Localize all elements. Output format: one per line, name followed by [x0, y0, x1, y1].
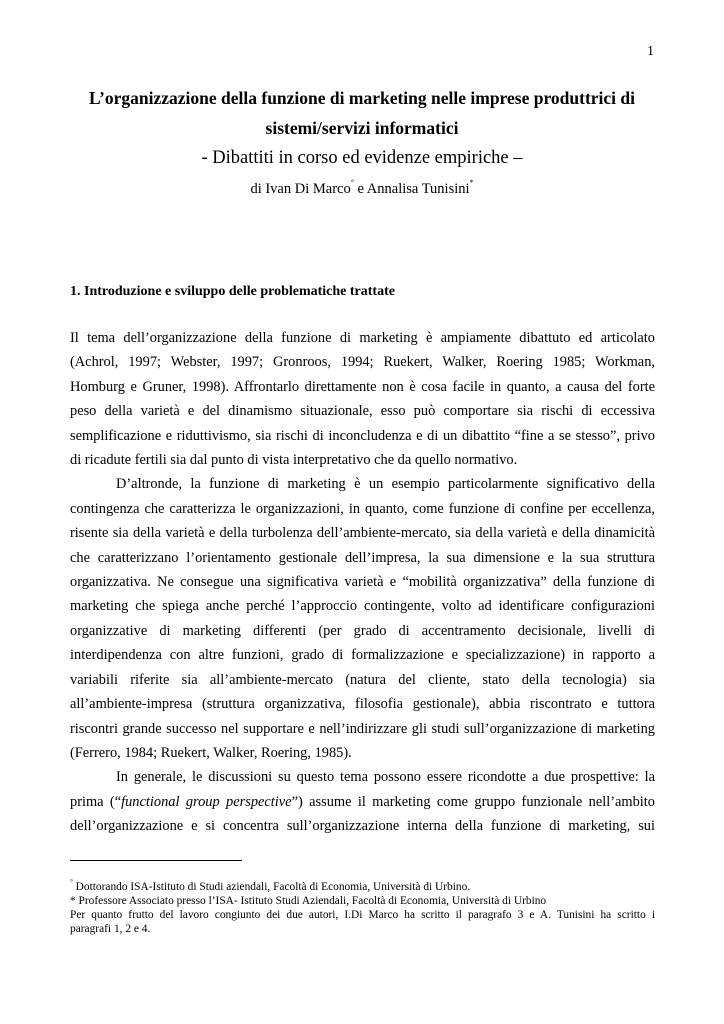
paragraph-2 — [70, 472, 655, 765]
body-text — [70, 326, 655, 839]
paragraph-line: all’ambiente-impresa (struttura organizzativa, filosofia gestionale), abbia riscontrato e tuttora — [70, 696, 655, 713]
author-mark-1: ° — [350, 178, 354, 187]
paper-title-line-2: sistemi/servizi informatici — [265, 118, 459, 138]
paper-title-line-1: L’organizzazione della funzione di marketing nelle imprese produttrici di — [88, 88, 636, 108]
footnote-text: Dottorando ISA-Istituto di Studi aziendali, Facoltà di Economia, Università di Urbino. — [72, 880, 471, 893]
footnote-1 — [70, 876, 655, 894]
paragraph-line: marketing che spiega anche perché l’approccio contingente, volto ad identificare configurazioni — [70, 598, 655, 615]
paragraph-line: riscontri grande successo nel supportare e nell’indirizzare gli studi sull’organizzazione di marketing — [70, 720, 655, 737]
footnote-line: Per quanto frutto del lavoro congiunto dei due autori, I.Di Marco ha scritto il paragrafo 3 e A. Tunisini ha scritto i — [70, 909, 655, 922]
footnote-line: paragrafi 1, 2 e 4. — [70, 923, 151, 936]
footnote-2: * Professore Associato presso l’ISA- Istituto Studi Aziendali, Facoltà di Economia, Università di Urbino — [70, 895, 547, 907]
footnote-rule — [70, 860, 242, 861]
footnote-3 — [70, 908, 655, 936]
paragraph-line: contingenza che caratterizza le organizzazioni, in quanto, come funzione di confine per eccellenza, — [70, 500, 655, 517]
paragraph-line: In generale, le discussioni su questo tema possono essere ricondotte a due prospettive: la — [116, 769, 655, 786]
text-run: prima (“ — [70, 793, 122, 810]
paragraph-line: (Achrol, 1997; Webster, 1997; Gronroos, 1994; Ruekert, Walker, Roering 1985; Workman, — [70, 354, 655, 371]
authors-line — [60, 180, 664, 198]
paragraph-line: organizzative di marketing differenti (per grado di accentramento decisionale, livelli di — [70, 622, 655, 639]
paragraph-line — [70, 790, 655, 814]
paragraph-line: peso della varietà e del dinamismo situazionale, esso può comportare sia rischi di eccessiva — [70, 403, 655, 420]
paragraph-line: di ricadute fertili sia dal punto di vista interpretativo che da quello normativo. — [70, 452, 518, 469]
paragraph-line: Homburg e Gruner, 1998). Affrontarlo direttamente non è cosa facile in quanto, a causa del forte — [70, 378, 655, 395]
paragraph-line: interdipendenza con altre funzioni, grado di formalizzazione e specializzazione) in rapporto a — [70, 647, 655, 664]
paragraph-line: (Ferrero, 1984; Ruekert, Walker, Roering, 1985). — [70, 744, 352, 761]
author-prefix: di Ivan Di Marco — [250, 180, 351, 197]
paragraph-line: Il tema dell’organizzazione della funzione di marketing è ampiamente dibattuto ed articolato — [70, 330, 655, 346]
text-run: ”) assume il marketing come gruppo funzionale nell’ambito — [291, 793, 655, 810]
paragraph-line: risente sia della varietà e della turbolenza dell’ambiente-mercato, sia della varietà e della dinamicità — [70, 525, 655, 542]
section-heading: 1. Introduzione e sviluppo delle problematiche trattate — [70, 284, 395, 299]
paragraph-line: dell’organizzazione e si concentra sull’organizzazione interna della funzione di marketing, sui — [70, 818, 655, 835]
page-number: 1 — [647, 44, 654, 59]
paragraph-line: D’altronde, la funzione di marketing è un esempio particolarmente significativo della — [116, 476, 655, 493]
italic-term: functional group perspective — [121, 793, 292, 810]
paper-subtitle: - Dibattiti in corso ed evidenze empiriche – — [201, 148, 523, 168]
paragraph-1 — [70, 326, 655, 472]
author-mark-2: * — [469, 178, 474, 187]
paragraph-3 — [70, 765, 655, 838]
paragraph-line: variabili riferite sia all’ambiente-mercato (natura del cliente, stato della tecnologia) sia — [70, 671, 655, 688]
paragraph-line: semplificazione e riduttivismo, sia rischi di inconcludenza e di un dibattito “fine a se stesso”, privo — [70, 427, 655, 444]
paragraph-line: organizzativa. Ne consegue una significativa varietà e “mobilità organizzativa” della funzione di — [70, 574, 655, 591]
footnotes — [70, 876, 655, 937]
footnote-mark: ° — [70, 878, 73, 886]
author-conj: e Annalisa Tunisini — [353, 180, 470, 197]
paragraph-line: che caratterizzano l’orientamento gestionale dell’impresa, la sua dimensione e la sua struttura — [70, 549, 655, 566]
